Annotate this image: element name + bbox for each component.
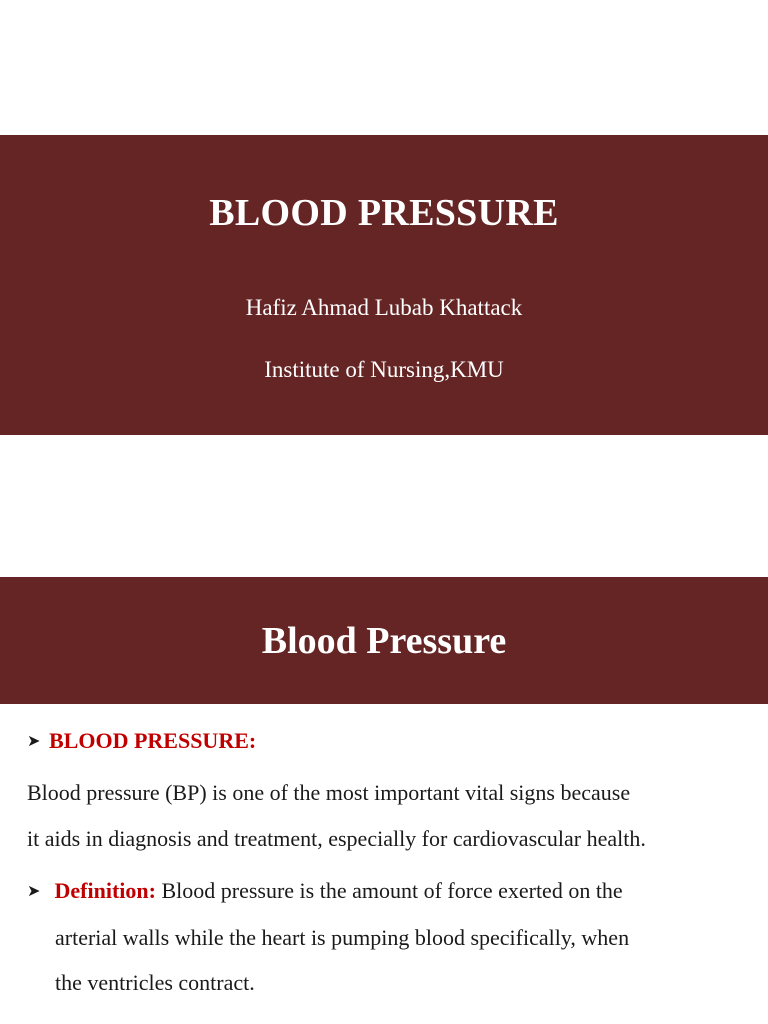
paragraph-line: it aids in diagnosis and treatment, especially for cardiovascular health. — [27, 826, 646, 851]
presentation-title: BLOOD PRESSURE — [209, 192, 559, 234]
definition-line: the ventricles contract. — [55, 970, 255, 995]
bullet-heading-row — [27, 727, 256, 756]
arrowhead-bullet-icon: ➤ — [27, 883, 41, 900]
bullet-definition-row — [27, 877, 623, 906]
slide-title: Blood Pressure — [261, 620, 507, 662]
definition-text: Blood pressure is the amount of force exerted on the — [161, 878, 623, 903]
author-name: Hafiz Ahmad Lubab Khattack — [245, 295, 523, 320]
section-heading: BLOOD PRESSURE: — [49, 728, 257, 753]
definition-label: Definition: — [54, 878, 156, 903]
title-slide-banner — [0, 135, 768, 435]
paragraph-line: Blood pressure (BP) is one of the most important vital signs because — [27, 780, 631, 805]
content-slide-banner — [0, 577, 768, 704]
arrowhead-bullet-icon: ➤ — [27, 733, 41, 750]
institute-name: Institute of Nursing,KMU — [264, 357, 504, 382]
definition-line: arterial walls while the heart is pumping blood specifically, when — [55, 925, 630, 950]
